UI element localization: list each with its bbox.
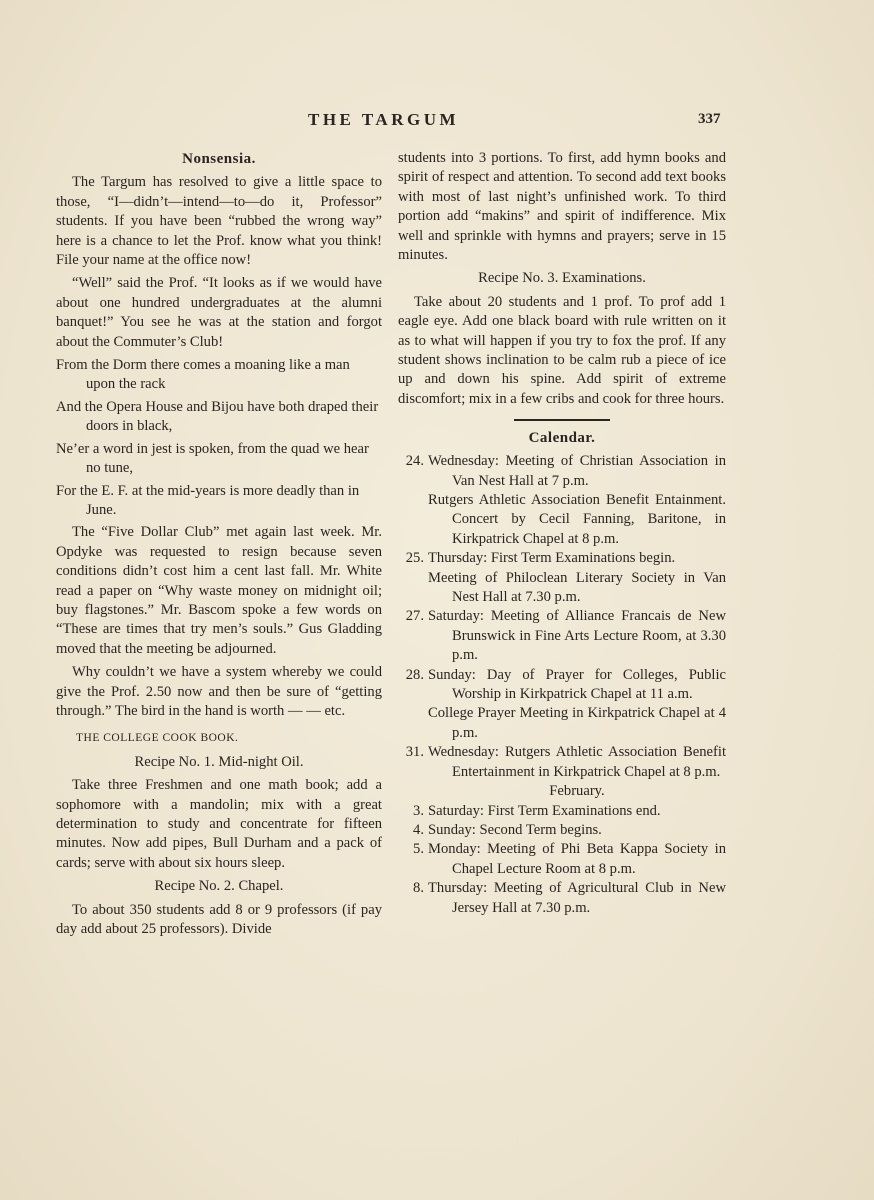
page-header — [0, 110, 874, 134]
calendar-entry — [398, 569, 726, 608]
calendar-list-february — [398, 802, 726, 918]
section-title-calendar: Calendar. — [528, 429, 596, 446]
right-column — [398, 149, 726, 918]
calendar-event: Saturday: First Term Examinations end. — [428, 802, 661, 819]
calendar-entry — [398, 704, 726, 743]
calendar-event: Thursday: First Term Examinations begin. — [428, 550, 676, 567]
calendar-event: Wednesday: Meeting of Christian Association in Van Nest Hall at 7 p.m. — [428, 453, 726, 489]
calendar-entry — [398, 491, 726, 549]
calendar-entry — [398, 802, 726, 821]
calendar-date: 27. — [405, 608, 424, 625]
calendar-entry — [398, 840, 726, 879]
calendar-list — [398, 452, 726, 782]
calendar-date: 5. — [413, 841, 424, 858]
calendar-date: 24. — [405, 453, 424, 470]
calendar-month: February. — [549, 783, 605, 800]
paragraph: The “Five Dollar Club” met again last week. Mr. Opdyke was requested to resign because seven conditions didn’t cost him a cent last fall. Mr. White read a paper on “Why waste money on midnight oil; buy flagstones.” Mr. Bascom spoke a few words on “These are times that try men’s souls.” Gus Gladding moved that the meeting be adjourned. — [56, 524, 382, 657]
calendar-event: Saturday: Meeting of Alliance Francais de New Brunswick in Fine Arts Lecture Room, at 3.30 p.m. — [428, 608, 726, 664]
calendar-event: Rutgers Athletic Association Benefit Entainment. Concert by Cecil Fanning, Baritone, in Kirkpatrick Chapel at 8 p.m. — [428, 492, 726, 547]
verse-line: From the Dorm there comes a moaning like a man upon the rack — [56, 357, 350, 393]
paragraph: “Well” said the Prof. “It looks as if we would have about one hundred undergraduates at the alumni banquet!” You see he was at the station and forgot about the Commuter’s Club! — [56, 275, 382, 350]
recipe-title: Recipe No. 2. Chapel. — [154, 878, 284, 895]
divider-rule — [514, 419, 610, 421]
left-column — [56, 150, 382, 943]
calendar-date: 4. — [413, 821, 424, 838]
recipe-title: Recipe No. 1. Mid-night Oil. — [134, 753, 304, 770]
calendar-event: Sunday: Day of Prayer for Colleges, Public Worship in Kirkpatrick Chapel at 11 a.m. — [428, 666, 726, 703]
verse-line: And the Opera House and Bijou have both draped their doors in black, — [56, 398, 379, 435]
calendar-date: 8. — [413, 880, 424, 897]
page-number: 337 — [698, 111, 721, 127]
calendar-entry — [398, 879, 726, 918]
calendar-event: College Prayer Meeting in Kirkpatrick Chapel at 4 p.m. — [428, 705, 726, 741]
section-title-nonsensia: Nonsensia. — [182, 151, 256, 167]
calendar-event: Monday: Meeting of Phi Beta Kappa Society in Chapel Lecture Room at 8 p.m. — [428, 841, 726, 877]
calendar-event: Thursday: Meeting of Agricultural Club in New Jersey Hall at 7.30 p.m. — [428, 880, 726, 916]
running-title: THE TARGUM — [308, 110, 460, 129]
paragraph: Why couldn’t we have a system whereby we could give the Prof. 2.50 now and then be sure of “getting through.” The bird in the hand is worth — — etc. — [56, 664, 382, 719]
calendar-entry — [398, 821, 726, 840]
recipe-title: Recipe No. 3. Examinations. — [478, 270, 646, 287]
calendar-date: 3. — [413, 802, 424, 819]
calendar-entry — [398, 607, 726, 665]
recipe-text: To about 350 students add 8 or 9 professors (if pay day add about 25 professors). Divide — [56, 901, 382, 938]
calendar-event: Wednesday: Rutgers Athletic Association Benefit Entertainment in Kirkpatrick Chapel at 8 p.m. — [428, 744, 726, 780]
calendar-entry — [398, 549, 726, 568]
recipe-text: Take about 20 students and 1 prof. To prof add 1 eagle eye. Add one black board with rule written on it as to what will happen if you try to fox the prof. If any student shows inclination to be calm rub a piece of ice up and down his spine. Add spirit of extreme discomfort; mix in a few cribs and cook for three hours. — [398, 293, 726, 407]
calendar-date: 31. — [405, 744, 424, 761]
calendar-entry — [398, 666, 726, 705]
calendar-event: Meeting of Philoclean Literary Society in Van Nest Hall at 7.30 p.m. — [428, 569, 726, 606]
calendar-entry — [398, 452, 726, 491]
recipe-text-continued: students into 3 portions. To first, add hymn books and spirit of respect and attention. To second add text books with most of last night’s unfinished work. To third portion add “makins” and spirit of indifference. Mix well and sprinkle with hymns and prayers; serve in 15 minutes. — [398, 150, 726, 264]
cookbook-heading: THE COLLEGE COOK BOOK. — [76, 732, 239, 745]
calendar-event: Sunday: Second Term begins. — [428, 821, 602, 838]
verse-line: For the E. F. at the mid-years is more deadly than in June. — [56, 482, 360, 518]
calendar-date: 25. — [405, 550, 424, 567]
paragraph: The Targum has resolved to give a little space to those, “I—didn’t—intend—to—do it, Professor” students. If you have been “rubbed the wrong way” here is a chance to let the Prof. know what you think! File your name at the office now! — [56, 174, 382, 269]
recipe-text: Take three Freshmen and one math book; add a sophomore with a mandolin; mix with a great determination to study and concentrate for fifteen minutes. Now add pipes, Bull Durham and a pack of cards; serve with about six hours sleep. — [56, 777, 382, 871]
verse-line: Ne’er a word in jest is spoken, from the quad we hear no tune, — [56, 440, 369, 477]
calendar-entry — [398, 743, 726, 782]
calendar-date: 28. — [405, 666, 424, 683]
